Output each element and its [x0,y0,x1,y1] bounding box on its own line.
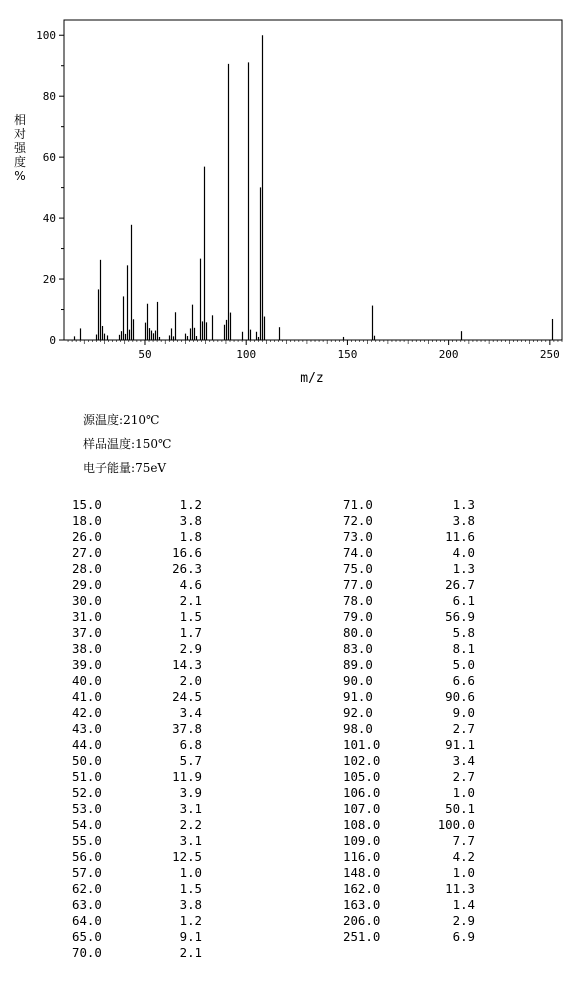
peak-row [343,785,475,801]
peak-mz: 62.0 [72,881,102,896]
peak-mz: 148.0 [343,865,381,880]
peak-table-left [72,497,202,961]
peak-mz: 101.0 [343,737,381,752]
peak-mz: 79.0 [343,609,373,624]
peak-row [72,529,202,545]
peak-mz: 80.0 [343,625,373,640]
mass-spectrum-chart [0,0,570,390]
peak-intensity: 90.6 [445,689,475,704]
peak-intensity: 4.6 [179,577,202,592]
peak-intensity: 56.9 [445,609,475,624]
x-tick-label: 100 [236,348,257,361]
peak-intensity: 3.9 [179,785,202,800]
peak-mz: 83.0 [343,641,373,656]
x-tick-label: 50 [138,348,152,361]
peak-row [343,721,475,737]
peak-intensity: 8.1 [452,641,475,656]
peak-intensity: 6.1 [452,593,475,608]
peak-mz: 31.0 [72,609,102,624]
peak-row [72,769,202,785]
peak-mz: 42.0 [72,705,102,720]
peak-mz: 90.0 [343,673,373,688]
peak-intensity: 2.7 [452,721,475,736]
y-axis-label-char: 相 [13,113,27,127]
peak-mz: 28.0 [72,561,102,576]
peak-mz: 102.0 [343,753,381,768]
peak-row [72,849,202,865]
y-tick-label: 60 [42,151,56,165]
peak-intensity: 37.8 [172,721,202,736]
peak-intensity: 1.0 [179,865,202,880]
peak-mz: 75.0 [343,561,373,576]
peak-mz: 251.0 [343,929,381,944]
y-axis-label-char: 度 [13,155,27,169]
peak-mz: 39.0 [72,657,102,672]
peak-intensity: 3.8 [452,513,475,528]
peak-mz: 71.0 [343,497,373,512]
peak-row [343,801,475,817]
peak-row [343,817,475,833]
peak-mz: 26.0 [72,529,102,544]
peak-row [72,577,202,593]
condition-value: 210℃ [123,413,160,427]
peak-mz: 30.0 [72,593,102,608]
peak-intensity: 16.6 [172,545,202,560]
peak-row [343,513,475,529]
peak-table-right [343,497,475,945]
peak-row [72,753,202,769]
peak-intensity: 6.8 [179,737,202,752]
peak-mz: 55.0 [72,833,102,848]
peak-intensity: 3.8 [179,897,202,912]
condition-label: 源温度 [83,413,120,427]
peak-row [72,689,202,705]
peak-row [72,609,202,625]
peak-row [72,865,202,881]
peak-intensity: 1.4 [452,897,475,912]
peak-row [72,785,202,801]
peak-intensity: 11.3 [445,881,475,896]
peak-intensity: 5.7 [179,753,202,768]
peak-row [343,673,475,689]
peak-intensity: 11.9 [172,769,202,784]
peak-intensity: 100.0 [437,817,475,832]
y-tick-label: 100 [36,29,56,43]
condition-separator: : [119,413,124,427]
peak-row [72,513,202,529]
y-axis-label-char: 强 [13,141,27,155]
peak-row [343,833,475,849]
peak-row [72,561,202,577]
peak-mz: 37.0 [72,625,102,640]
peak-row [343,689,475,705]
peak-mz: 43.0 [72,721,102,736]
peak-row [72,833,202,849]
x-minor-ticks [68,340,562,344]
peak-intensity: 3.4 [179,705,202,720]
peak-mz: 54.0 [72,817,102,832]
peak-row [343,769,475,785]
peak-mz: 15.0 [72,497,102,512]
peak-row [72,817,202,833]
peak-intensity: 24.5 [172,689,202,704]
peak-intensity: 2.0 [179,673,202,688]
peak-row [72,881,202,897]
plot-frame [64,20,562,340]
peak-mz: 92.0 [343,705,373,720]
peak-intensity: 2.2 [179,817,202,832]
peak-row [72,801,202,817]
peak-mz: 63.0 [72,897,102,912]
peak-mz: 50.0 [72,753,102,768]
peak-intensity: 1.8 [179,529,202,544]
peak-row [343,897,475,913]
condition-value: 150℃ [135,437,172,451]
condition-separator: : [131,437,136,451]
peak-intensity: 11.6 [445,529,475,544]
peak-intensity: 5.8 [452,625,475,640]
peak-row [343,497,475,513]
peak-row [343,737,475,753]
peak-mz: 109.0 [343,833,381,848]
y-tick-label: 0 [49,334,56,347]
peak-intensity: 1.7 [179,625,202,640]
peak-mz: 51.0 [72,769,102,784]
condition-line [83,411,159,428]
peak-row [343,657,475,673]
peak-mz: 44.0 [72,737,102,752]
peak-row [343,529,475,545]
condition-line [83,435,171,452]
peak-intensity: 3.8 [179,513,202,528]
peak-mz: 108.0 [343,817,381,832]
x-tick-label: 250 [539,348,560,361]
peak-mz: 91.0 [343,689,373,704]
y-axis-label-char: % [14,169,26,183]
peak-mz: 206.0 [343,913,381,928]
peak-mz: 27.0 [72,545,102,560]
peak-mz: 53.0 [72,801,102,816]
peak-intensity: 26.7 [445,577,475,592]
peak-mz: 52.0 [72,785,102,800]
peak-row [72,641,202,657]
condition-separator: : [131,461,136,475]
peak-row [343,849,475,865]
x-tick-label: 200 [438,348,459,361]
peak-mz: 98.0 [343,721,373,736]
peak-row [72,497,202,513]
x-axis [138,340,559,361]
x-tick-label: 150 [337,348,358,361]
peak-row [343,609,475,625]
peak-row [343,641,475,657]
peak-intensity: 1.3 [452,497,475,512]
peak-intensity: 2.7 [452,769,475,784]
peak-intensity: 1.5 [179,609,202,624]
peak-row [343,545,475,561]
peak-row [343,625,475,641]
peak-intensity: 4.2 [452,849,475,864]
peak-mz: 105.0 [343,769,381,784]
peak-mz: 40.0 [72,673,102,688]
y-tick-label: 40 [42,212,56,226]
peak-intensity: 1.3 [452,561,475,576]
peak-mz: 29.0 [72,577,102,592]
peak-mz: 18.0 [72,513,102,528]
y-tick-label: 20 [42,273,56,287]
y-axis-label-char: 对 [13,127,27,141]
peak-intensity: 1.5 [179,881,202,896]
peak-intensity: 2.9 [179,641,202,656]
peak-mz: 64.0 [72,913,102,928]
peak-row [343,561,475,577]
peak-intensity: 1.0 [452,785,475,800]
peak-intensity: 4.0 [452,545,475,560]
peak-mz: 116.0 [343,849,381,864]
peak-intensity: 1.2 [179,497,202,512]
peak-bars [75,35,553,340]
condition-value: 75eV [135,461,167,475]
peak-mz: 72.0 [343,513,373,528]
peak-intensity: 26.3 [172,561,202,576]
peak-intensity: 6.9 [452,929,475,944]
peak-intensity: 91.1 [445,737,475,752]
peak-mz: 41.0 [72,689,102,704]
peak-row [72,545,202,561]
peak-intensity: 5.0 [452,657,475,672]
peak-mz: 73.0 [343,529,373,544]
peak-row [343,593,475,609]
peak-intensity: 2.9 [452,913,475,928]
peak-mz: 163.0 [343,897,381,912]
peak-row [72,625,202,641]
condition-label: 电子能量 [83,461,132,475]
peak-intensity: 1.0 [452,865,475,880]
peak-intensity: 3.4 [452,753,475,768]
peak-row [72,737,202,753]
peak-mz: 38.0 [72,641,102,656]
peak-mz: 77.0 [343,577,373,592]
condition-label: 样品温度 [83,437,132,451]
x-axis-label: m/z [300,371,324,386]
peak-row [343,705,475,721]
peak-intensity: 9.0 [452,705,475,720]
peak-row [343,865,475,881]
peak-row [72,913,202,929]
peak-row [72,593,202,609]
condition-line [83,459,166,476]
peak-row [72,897,202,913]
peak-row [72,705,202,721]
peak-intensity: 6.6 [452,673,475,688]
peak-intensity: 12.5 [172,849,202,864]
peak-intensity: 2.1 [179,593,202,608]
peak-row [343,577,475,593]
peak-row [72,657,202,673]
y-axis-label [14,112,27,183]
peak-mz: 74.0 [343,545,373,560]
peak-intensity: 2.1 [179,945,202,960]
peak-mz: 65.0 [72,929,102,944]
peak-mz: 56.0 [72,849,102,864]
peak-mz: 106.0 [343,785,381,800]
peak-intensity: 50.1 [445,801,475,816]
peak-row [72,673,202,689]
peak-mz: 89.0 [343,657,373,672]
peak-row [343,881,475,897]
peak-intensity: 14.3 [172,657,202,672]
peak-row [72,945,202,961]
peak-mz: 78.0 [343,593,373,608]
peak-intensity: 1.2 [179,913,202,928]
peak-mz: 162.0 [343,881,381,896]
peak-mz: 70.0 [72,945,102,960]
peak-row [72,929,202,945]
peak-row [343,929,475,945]
peak-intensity: 9.1 [179,929,202,944]
peak-intensity: 3.1 [179,833,202,848]
peak-mz: 107.0 [343,801,381,816]
y-tick-label: 80 [42,90,56,104]
peak-row [72,721,202,737]
peak-intensity: 3.1 [179,801,202,816]
peak-row [343,913,475,929]
peak-row [343,753,475,769]
peak-mz: 57.0 [72,865,102,880]
peak-intensity: 7.7 [452,833,475,848]
y-axis [36,29,64,347]
